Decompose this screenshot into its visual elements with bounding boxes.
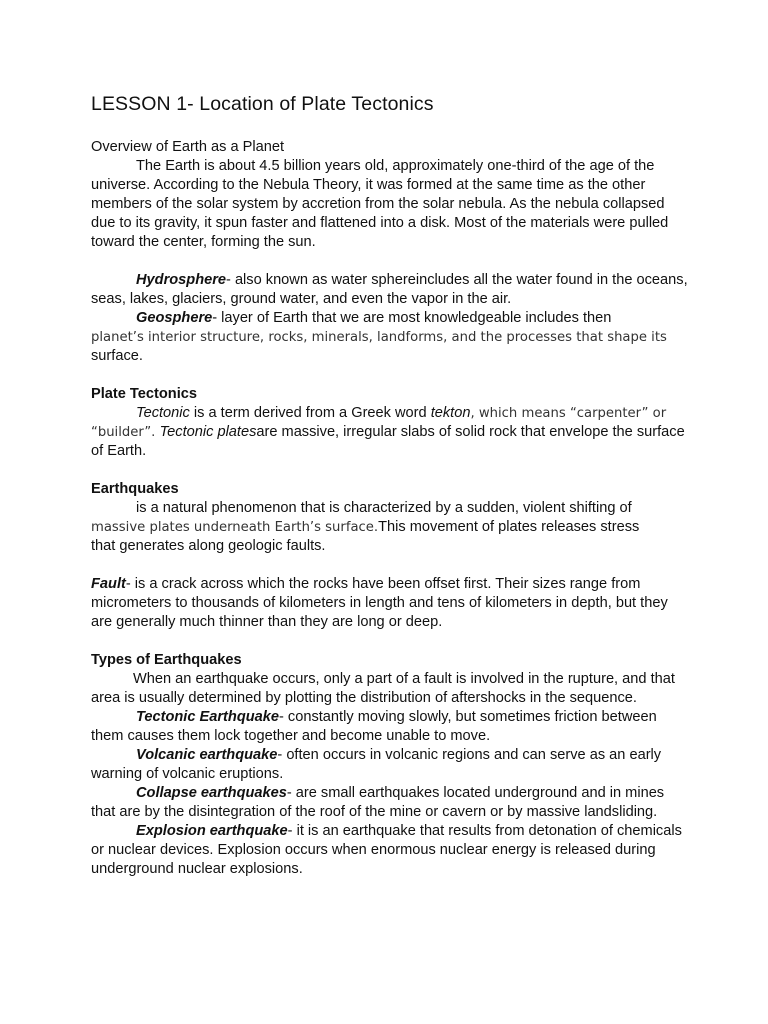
hydrosphere-text: - also known as water sphereincludes all the water found in the oceans, seas, lakes, glaciers, ground water, and even the vapor in the air. xyxy=(91,272,688,307)
spacer xyxy=(91,252,691,271)
overview-paragraph: The Earth is about 4.5 billion years old, approximately one-third of the age of the universe. According to the Nebula Theory, it was formed at the same time as the other members of the solar system by accretion from the solar nebula. As the nebula collapsed due to its gravity, it spun faster and flattened into a disk. Most of the materials were pulled toward the center, forming the sun. xyxy=(91,158,669,250)
spacer xyxy=(91,366,691,385)
type-text: - often occurs in volcanic regions and can serve as an early warning of volcanic eruptions. xyxy=(91,747,662,782)
earthquakes-line-3: that generates along geologic faults. xyxy=(91,538,326,554)
fault-term: Fault xyxy=(91,576,126,592)
hydrosphere-paragraph xyxy=(91,271,691,309)
lesson-title: LESSON 1- Location of Plate Tectonics xyxy=(91,93,434,115)
geosphere-term: Geosphere xyxy=(136,310,213,326)
tekton-term: tekton xyxy=(430,405,471,421)
earthquakes-line-2 xyxy=(91,518,691,537)
type-item xyxy=(91,746,691,784)
hydrosphere-term: Hydrosphere xyxy=(136,272,227,288)
earthquakes-heading: Earthquakes xyxy=(91,481,179,497)
plate-tectonics-text-1: is a term derived from a Greek word xyxy=(189,405,431,421)
plate-tectonics-paragraph xyxy=(91,404,691,461)
earthquakes-text-2b: This movement of plates releases stress xyxy=(378,519,640,535)
earthquakes-text-2a: massive plates underneath Earth’s surface. xyxy=(91,520,379,535)
overview-heading: Overview of Earth as a Planet xyxy=(91,139,285,155)
spacer xyxy=(91,461,691,480)
types-heading: Types of Earthquakes xyxy=(91,652,242,668)
tectonic-plates-term: Tectonic plates xyxy=(159,424,257,440)
type-text: - it is an earthquake that results from detonation of chemicals or nuclear devices. Explosion occurs when enormous nuclear energy is released during underground nuclear explosions. xyxy=(91,823,682,877)
type-term: Explosion earthquake xyxy=(136,823,288,839)
type-item xyxy=(91,708,691,746)
type-text: - constantly moving slowly, but sometimes friction between them causes them lock together and become unable to move. xyxy=(91,709,657,744)
geosphere-line-2 xyxy=(91,328,691,347)
plate-tectonics-text-2: , which means “carpenter” or “builder”. xyxy=(91,406,667,440)
type-term: Volcanic earthquake xyxy=(136,747,278,763)
document-page xyxy=(91,92,691,879)
tectonic-term: Tectonic xyxy=(136,405,190,421)
type-term: Tectonic Earthquake xyxy=(136,709,280,725)
fault-text: - is a crack across which the rocks have been offset first. Their sizes range from micrometers to thousands of kilometers in length and tens of kilometers in depth, but they are generally much thinner than they are long or deep. xyxy=(91,576,668,630)
types-intro: When an earthquake occurs, only a part of a fault is involved in the rupture, and that area is usually determined by plotting the distribution of aftershocks in the sequence. xyxy=(91,671,675,706)
type-term: Collapse earthquakes xyxy=(136,785,287,801)
geosphere-line-3: surface. xyxy=(91,348,143,364)
geosphere-text-b: planet’s interior structure, rocks, minerals, landforms, and the processes that shape its xyxy=(91,330,667,345)
geosphere-text-a: - layer of Earth that we are most knowledgeable includes then xyxy=(212,310,612,326)
type-item xyxy=(91,822,691,879)
geosphere-line-1 xyxy=(91,309,691,328)
earthquakes-line-1: is a natural phenomenon that is characterized by a sudden, violent shifting of xyxy=(136,500,632,516)
plate-tectonics-heading: Plate Tectonics xyxy=(91,386,197,402)
spacer xyxy=(91,632,691,651)
spacer xyxy=(91,116,691,138)
type-item xyxy=(91,784,691,822)
spacer xyxy=(91,556,691,575)
plate-tectonics-text-3: are massive, irregular slabs of solid rock that envelope the surface of Earth. xyxy=(91,424,685,459)
type-text: - are small earthquakes located underground and in mines that are by the disintegration of the roof of the mine or cavern or by massive landsliding. xyxy=(91,785,665,820)
fault-paragraph xyxy=(91,575,691,632)
